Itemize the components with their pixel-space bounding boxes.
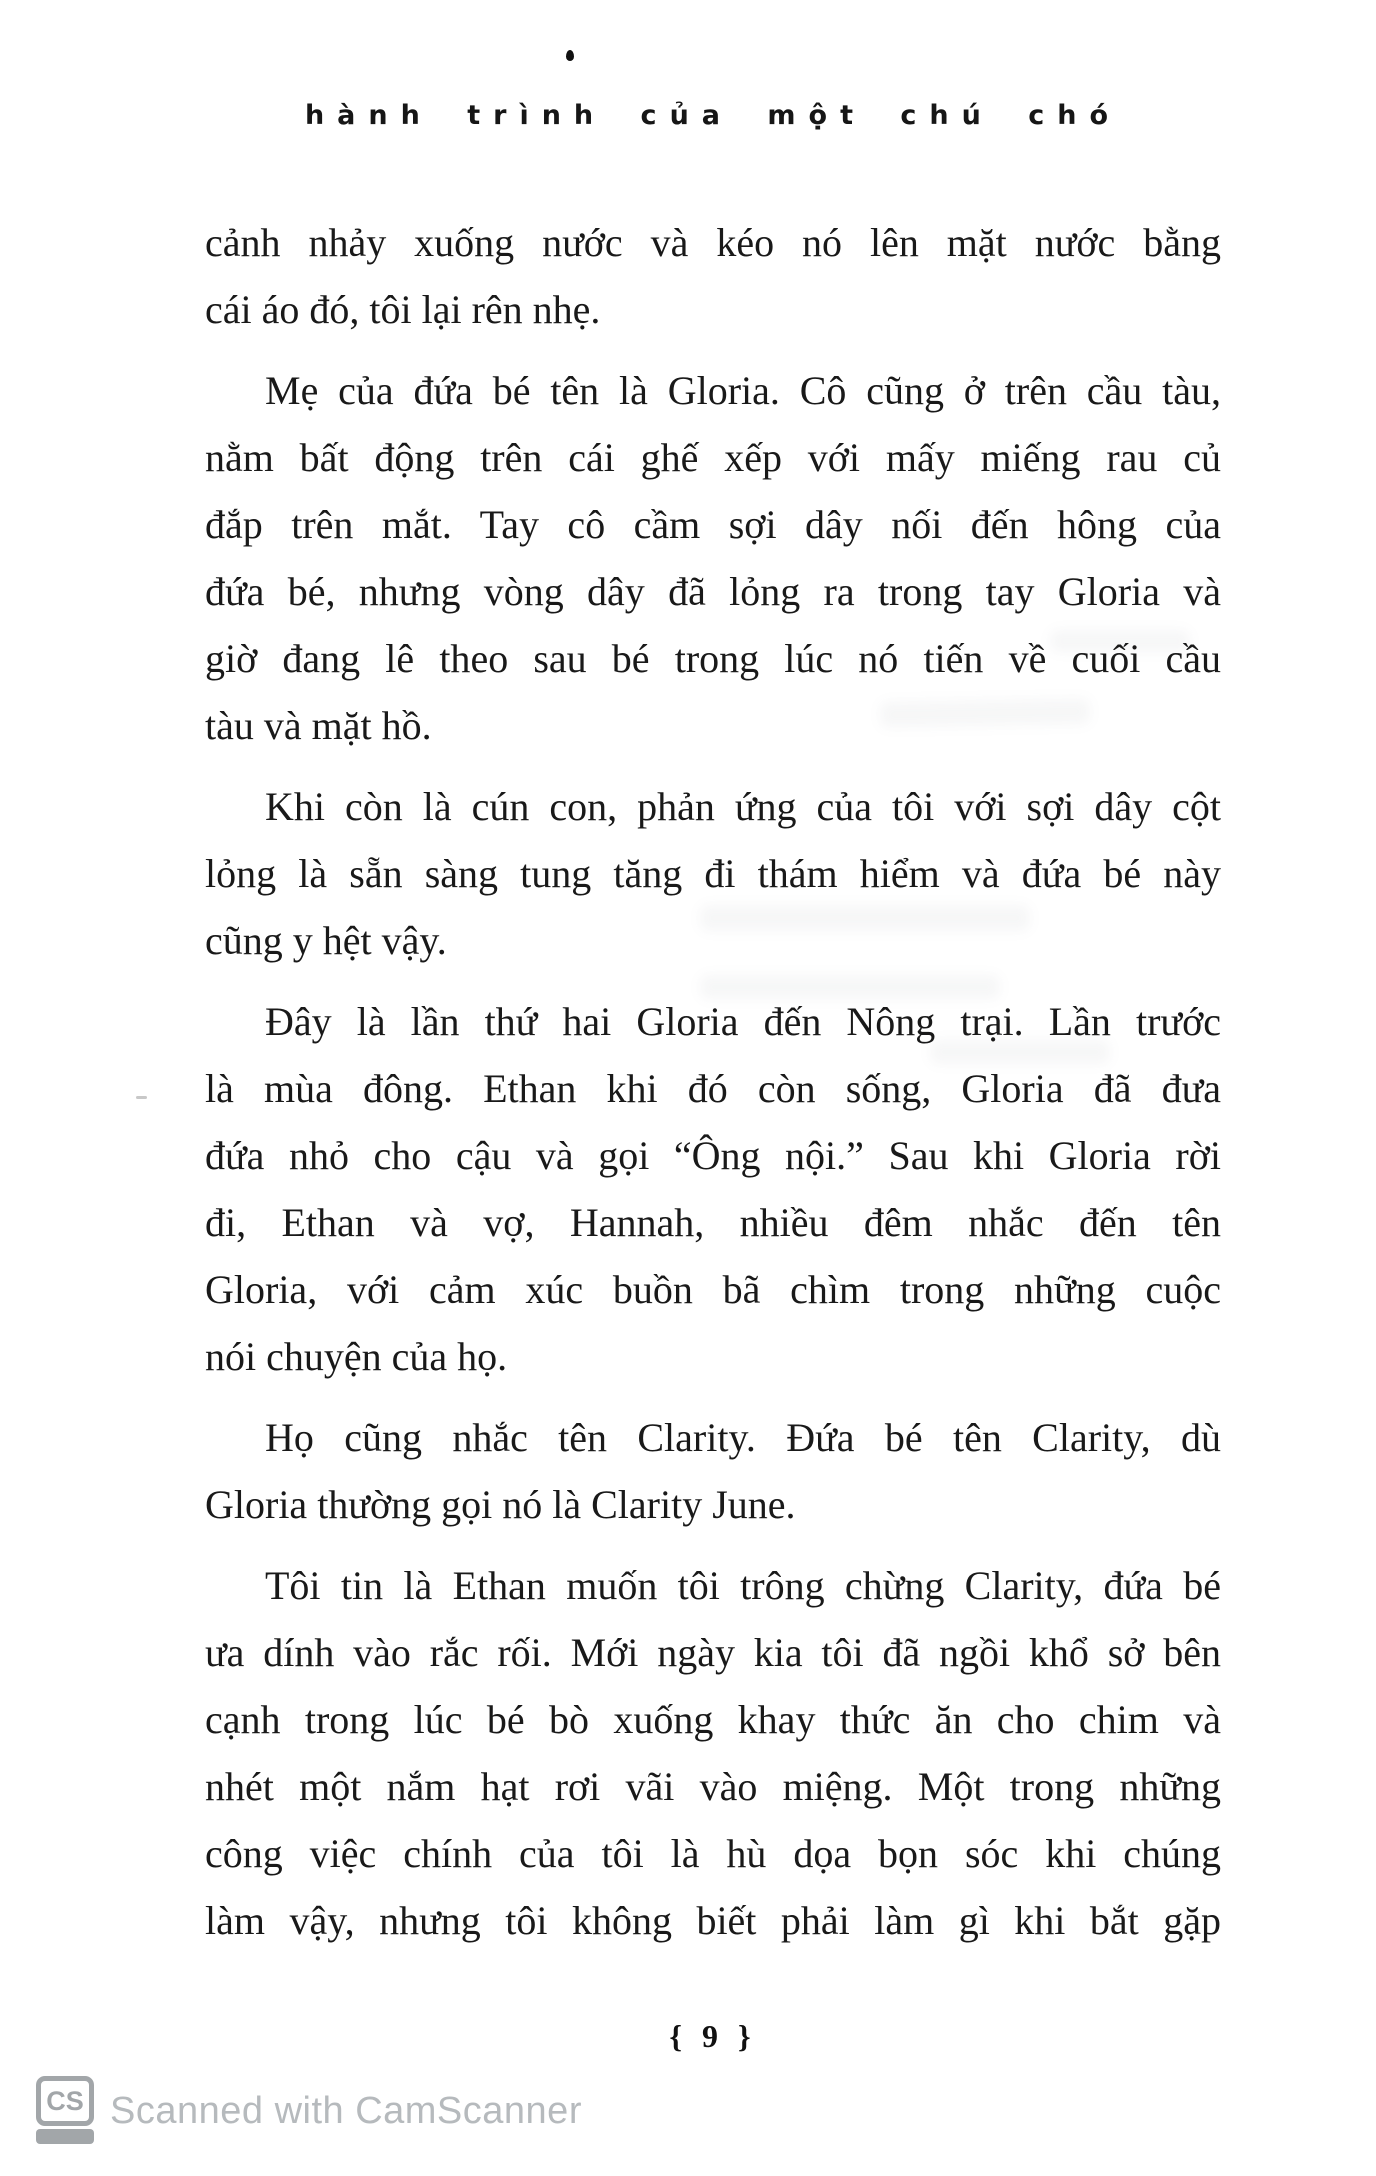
text-line: cũng y hệt vậy.: [205, 918, 447, 963]
text-line: cạnh trong lúc bé bò xuống khay thức ăn cho chim và: [205, 1697, 1221, 1742]
text-line: lỏng là sẵn sàng tung tăng đi thám hiểm và đứa bé này: [205, 851, 1221, 896]
text-line: nhét một nắm hạt rơi vãi vào miệng. Một trong những: [205, 1764, 1221, 1809]
text-line: làm vậy, nhưng tôi không biết phải làm gì khi bắt gặp: [205, 1898, 1221, 1943]
text-line: giờ đang lê theo sau bé trong lúc nó tiến về cuối cầu: [205, 636, 1221, 681]
text-line: là mùa đông. Ethan khi đó còn sống, Gloria đã đưa: [205, 1066, 1221, 1111]
text-line: đứa bé, nhưng vòng dây đã lỏng ra trong tay Gloria và: [205, 569, 1221, 614]
text-line: Tôi tin là Ethan muốn tôi trông chừng Clarity, đứa bé: [265, 1563, 1221, 1608]
text-line: tàu và mặt hồ.: [205, 703, 432, 748]
page-text: [205, 209, 1221, 1954]
text-line: ưa dính vào rắc rối. Mới ngày kia tôi đã ngồi khổ sở bên: [205, 1630, 1221, 1675]
camscanner-logo-icon: [36, 2076, 94, 2146]
text-line: đi, Ethan và vợ, Hannah, nhiều đêm nhắc đến tên: [205, 1200, 1221, 1245]
camscanner-logo-bar: [36, 2129, 94, 2144]
text-line: nói chuyện của họ.: [205, 1334, 508, 1379]
page-number: { 9 }: [669, 2018, 757, 2054]
text-line: đứa nhỏ cho cậu và gọi “Ông nội.” Sau khi Gloria rời: [205, 1133, 1221, 1178]
text-line: cái áo đó, tôi lại rên nhẹ.: [205, 287, 601, 332]
text-line: Đây là lần thứ hai Gloria đến Nông trại. Lần trước: [265, 999, 1221, 1044]
camscanner-watermark: [36, 2076, 582, 2146]
watermark-text: Scanned with CamScanner: [110, 2089, 582, 2132]
text-line: Khi còn là cún con, phản ứng của tôi với sợi dây cột: [265, 784, 1221, 829]
text-line: Gloria thường gọi nó là Clarity June.: [205, 1482, 796, 1527]
running-header: hành trình của một chú chó: [304, 100, 1122, 131]
text-line: Gloria, với cảm xúc buồn bã chìm trong những cuộc: [205, 1267, 1221, 1312]
text-line: Mẹ của đứa bé tên là Gloria. Cô cũng ở trên cầu tàu,: [265, 368, 1221, 413]
text-line: Họ cũng nhắc tên Clarity. Đứa bé tên Clarity, dù: [265, 1415, 1221, 1460]
ink-dot-artifact: [566, 50, 574, 61]
text-line: nằm bất động trên cái ghế xếp với mấy miếng rau củ: [205, 435, 1221, 480]
text-line: công việc chính của tôi là hù dọa bọn sóc khi chúng: [205, 1831, 1221, 1876]
text-line: cảnh nhảy xuống nước và kéo nó lên mặt nước bằng: [205, 220, 1221, 265]
text-line: đắp trên mắt. Tay cô cầm sợi dây nối đến hông của: [205, 502, 1221, 547]
scan-artifact: [136, 1096, 147, 1099]
camscanner-logo-letters: CS: [36, 2076, 94, 2126]
